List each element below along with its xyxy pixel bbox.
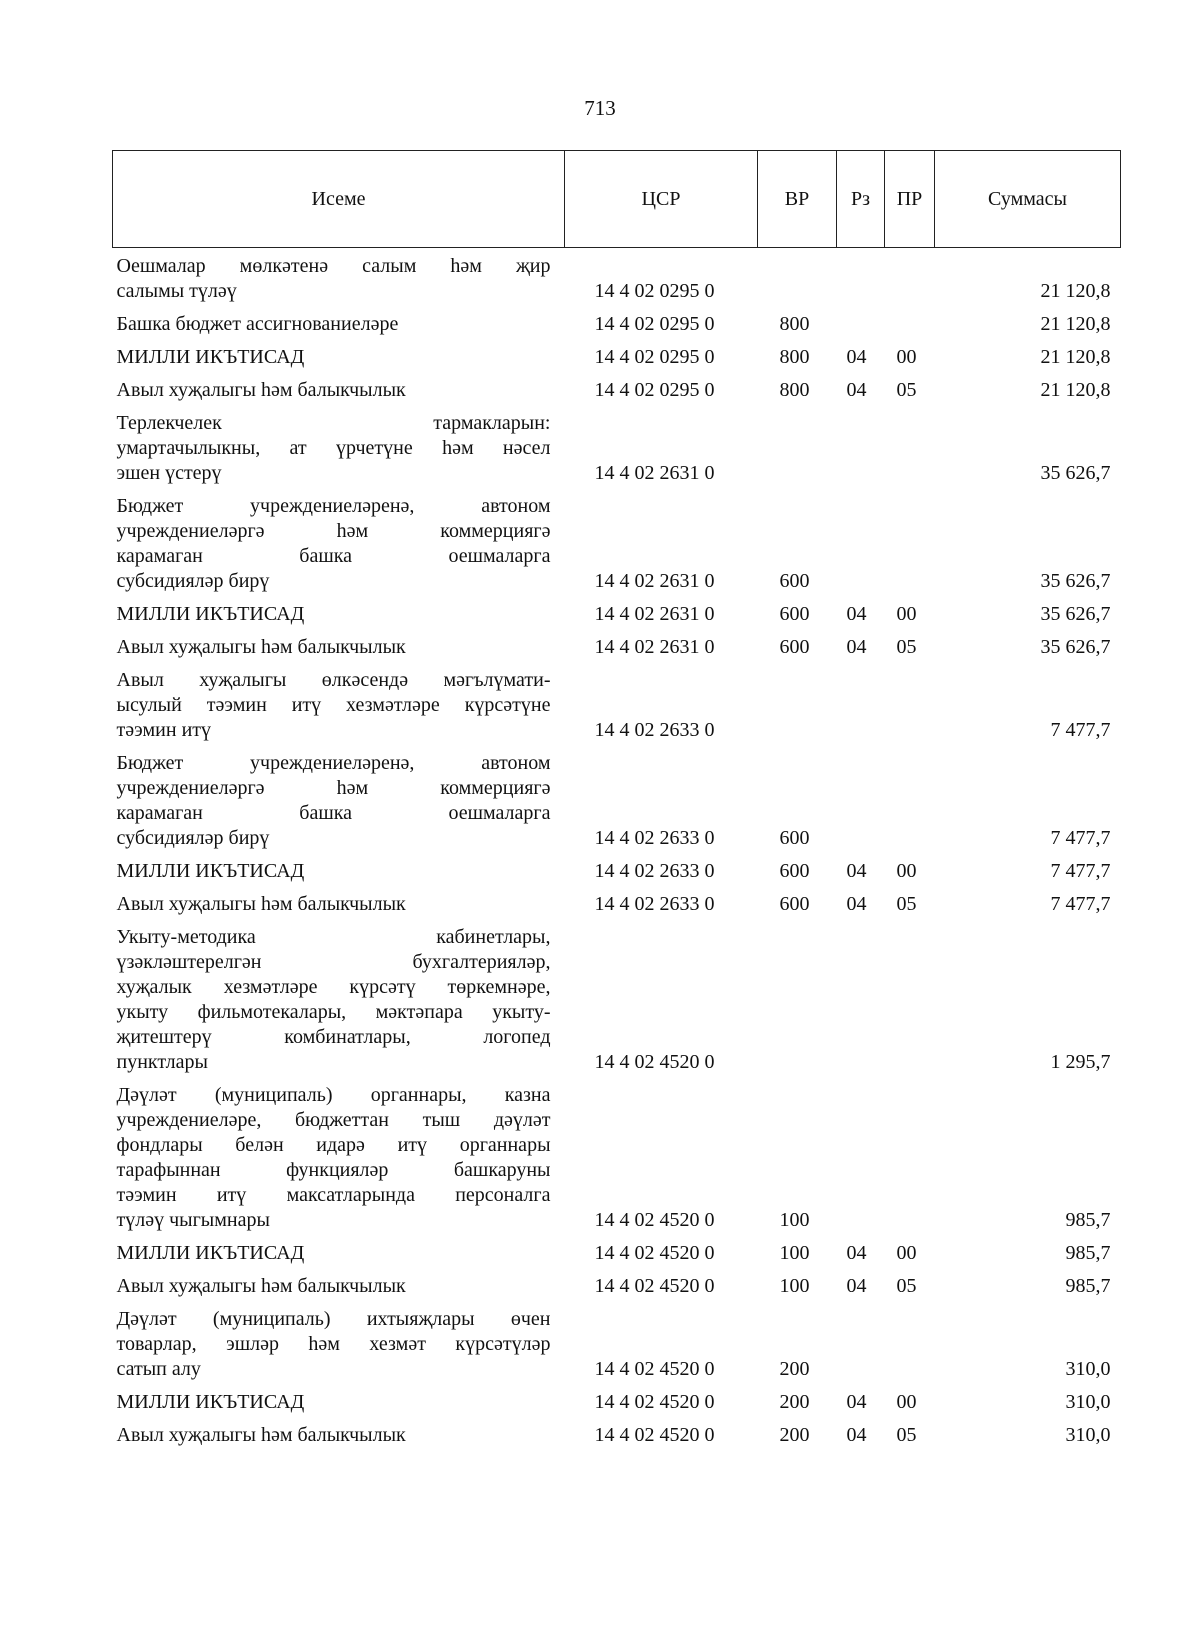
page-number: 713 bbox=[584, 96, 616, 120]
row-vr: 600 bbox=[779, 570, 810, 592]
row-rz bbox=[837, 488, 885, 596]
row-pr: 05 bbox=[896, 636, 917, 658]
row-rz: 04 bbox=[846, 1242, 867, 1264]
table-row bbox=[113, 339, 1121, 372]
row-name-line: Терлекчелек тармакларын: bbox=[116, 412, 551, 434]
row-name-line: карамаган башка оешмаларга bbox=[116, 802, 551, 824]
row-csr: 14 4 02 4520 0 bbox=[594, 1275, 715, 1297]
row-vr: 100 bbox=[779, 1242, 810, 1264]
table-row bbox=[113, 306, 1121, 339]
row-name bbox=[113, 745, 565, 853]
row-name bbox=[113, 1235, 565, 1268]
row-rz: 04 bbox=[846, 1391, 867, 1413]
row-vr: 600 bbox=[779, 860, 810, 882]
row-name-line: фондлары белән идарә итү органнары bbox=[116, 1134, 551, 1156]
row-pr bbox=[885, 662, 935, 745]
row-csr: 14 4 02 2633 0 bbox=[594, 860, 715, 882]
row-rz: 04 bbox=[846, 603, 867, 625]
row-csr: 14 4 02 2633 0 bbox=[594, 719, 715, 741]
table-row bbox=[113, 372, 1121, 405]
header-vr: ВР bbox=[758, 151, 837, 248]
row-name-line: МИЛЛИ ИКЪТИСАД bbox=[116, 346, 305, 368]
row-csr: 14 4 02 4520 0 bbox=[594, 1424, 715, 1446]
row-csr: 14 4 02 2631 0 bbox=[594, 603, 715, 625]
row-sum: 21 120,8 bbox=[1040, 346, 1111, 368]
row-name bbox=[113, 629, 565, 662]
row-sum: 35 626,7 bbox=[1040, 570, 1111, 592]
row-pr: 00 bbox=[896, 346, 917, 368]
table-row bbox=[113, 596, 1121, 629]
row-name-line: ысулый тәэмин итү хезмәтләре күрсәтүне bbox=[116, 694, 551, 716]
row-csr: 14 4 02 4520 0 bbox=[594, 1242, 715, 1264]
header-rz: Рз bbox=[837, 151, 885, 248]
row-vr: 600 bbox=[779, 603, 810, 625]
row-pr bbox=[885, 488, 935, 596]
row-pr bbox=[885, 248, 935, 307]
row-name bbox=[113, 596, 565, 629]
row-name bbox=[113, 1077, 565, 1235]
row-name-line: Авыл хуҗалыгы һәм балыкчылык bbox=[116, 1424, 406, 1446]
header-pr: ПР bbox=[885, 151, 935, 248]
row-rz: 04 bbox=[846, 346, 867, 368]
row-pr bbox=[885, 919, 935, 1077]
row-name-line: үзәкләштерелгән бухгалтерияләр, bbox=[116, 951, 551, 973]
row-rz: 04 bbox=[846, 860, 867, 882]
row-name-line: Бюджет учреждениеләренә, автоном bbox=[116, 752, 551, 774]
row-sum: 985,7 bbox=[1065, 1209, 1111, 1231]
row-sum: 1 295,7 bbox=[1050, 1051, 1111, 1073]
row-vr: 600 bbox=[779, 636, 810, 658]
row-name-line: умартачылыкны, ат үрчетүне һәм нәсел bbox=[116, 437, 551, 459]
header-name: Исеме bbox=[113, 151, 565, 248]
row-vr: 800 bbox=[779, 379, 810, 401]
table-row bbox=[113, 886, 1121, 919]
row-name-line: җитештерү комбинатлары, логопед bbox=[116, 1026, 551, 1048]
row-pr bbox=[885, 1077, 935, 1235]
row-pr: 05 bbox=[896, 379, 917, 401]
row-name-line: Башка бюджет ассигнованиеләре bbox=[116, 313, 399, 335]
row-vr bbox=[758, 919, 837, 1077]
table-row bbox=[113, 629, 1121, 662]
row-vr bbox=[758, 662, 837, 745]
row-sum: 35 626,7 bbox=[1040, 603, 1111, 625]
row-name-line: МИЛЛИ ИКЪТИСАД bbox=[116, 1242, 305, 1264]
budget-table bbox=[112, 150, 1121, 1450]
row-sum: 7 477,7 bbox=[1050, 719, 1111, 741]
row-name bbox=[113, 1417, 565, 1450]
row-name bbox=[113, 306, 565, 339]
row-name bbox=[113, 339, 565, 372]
row-csr: 14 4 02 4520 0 bbox=[594, 1358, 715, 1380]
row-name-line: учреждениеләргә һәм коммерциягә bbox=[116, 520, 551, 542]
row-pr bbox=[885, 405, 935, 488]
row-name-line: түләү чыгымнары bbox=[116, 1209, 270, 1231]
row-pr: 00 bbox=[896, 603, 917, 625]
row-name-line: Авыл хуҗалыгы һәм балыкчылык bbox=[116, 379, 406, 401]
row-pr: 00 bbox=[896, 1242, 917, 1264]
table-body bbox=[113, 248, 1121, 1451]
table-row bbox=[113, 248, 1121, 307]
row-vr: 800 bbox=[779, 346, 810, 368]
row-sum: 21 120,8 bbox=[1040, 280, 1111, 302]
row-name bbox=[113, 919, 565, 1077]
row-sum: 21 120,8 bbox=[1040, 379, 1111, 401]
row-rz bbox=[837, 306, 885, 339]
row-sum: 21 120,8 bbox=[1040, 313, 1111, 335]
row-sum: 310,0 bbox=[1065, 1391, 1111, 1413]
header-sum: Суммасы bbox=[935, 151, 1121, 248]
header-csr: ЦСР bbox=[565, 151, 758, 248]
row-name-line: Бюджет учреждениеләренә, автоном bbox=[116, 495, 551, 517]
row-name-line: эшен үстерү bbox=[116, 462, 222, 484]
row-name-line: тарафыннан функцияләр башкаруны bbox=[116, 1159, 551, 1181]
row-rz: 04 bbox=[846, 1424, 867, 1446]
table-header bbox=[113, 151, 1121, 248]
row-name-line: Авыл хуҗалыгы өлкәсендә мәгълүмати- bbox=[116, 669, 551, 691]
row-csr: 14 4 02 0295 0 bbox=[594, 313, 715, 335]
row-csr: 14 4 02 4520 0 bbox=[594, 1391, 715, 1413]
row-sum: 310,0 bbox=[1065, 1424, 1111, 1446]
row-pr: 05 bbox=[896, 893, 917, 915]
row-name-line: Авыл хуҗалыгы һәм балыкчылык bbox=[116, 636, 406, 658]
row-sum: 35 626,7 bbox=[1040, 636, 1111, 658]
row-vr: 100 bbox=[779, 1275, 810, 1297]
row-csr: 14 4 02 2633 0 bbox=[594, 827, 715, 849]
row-name-line: Укыту-методика кабинетлары, bbox=[116, 926, 551, 948]
row-csr: 14 4 02 4520 0 bbox=[594, 1051, 715, 1073]
row-name-line: тәэмин итү максатларында персоналга bbox=[116, 1184, 551, 1206]
row-name-line: карамаган башка оешмаларга bbox=[116, 545, 551, 567]
row-pr: 00 bbox=[896, 1391, 917, 1413]
row-name-line: сатып алу bbox=[116, 1358, 201, 1380]
row-rz bbox=[837, 919, 885, 1077]
row-rz bbox=[837, 1301, 885, 1384]
row-name-line: пунктлары bbox=[116, 1051, 208, 1073]
row-csr: 14 4 02 2631 0 bbox=[594, 636, 715, 658]
row-rz: 04 bbox=[846, 379, 867, 401]
row-pr bbox=[885, 745, 935, 853]
row-vr: 200 bbox=[779, 1424, 810, 1446]
row-vr: 100 bbox=[779, 1209, 810, 1231]
row-rz bbox=[837, 745, 885, 853]
row-name-line: МИЛЛИ ИКЪТИСАД bbox=[116, 603, 305, 625]
row-sum: 35 626,7 bbox=[1040, 462, 1111, 484]
row-name-line: Дәүләт (муниципаль) органнары, казна bbox=[116, 1084, 551, 1106]
row-name-line: Оешмалар мөлкәтенә салым һәм җир bbox=[116, 255, 551, 277]
row-name bbox=[113, 488, 565, 596]
row-csr: 14 4 02 4520 0 bbox=[594, 1209, 715, 1231]
row-csr: 14 4 02 0295 0 bbox=[594, 379, 715, 401]
row-pr: 05 bbox=[896, 1424, 917, 1446]
row-name-line: хуҗалык хезмәтләре күрсәтү төркемнәре, bbox=[116, 976, 551, 998]
table-row bbox=[113, 1417, 1121, 1450]
row-name-line: МИЛЛИ ИКЪТИСАД bbox=[116, 1391, 305, 1413]
table-row bbox=[113, 1235, 1121, 1268]
table-row bbox=[113, 853, 1121, 886]
row-vr bbox=[758, 248, 837, 307]
row-vr: 600 bbox=[779, 893, 810, 915]
row-sum: 985,7 bbox=[1065, 1242, 1111, 1264]
row-pr: 05 bbox=[896, 1275, 917, 1297]
row-name bbox=[113, 405, 565, 488]
table-row bbox=[113, 1301, 1121, 1384]
table-row bbox=[113, 405, 1121, 488]
row-name bbox=[113, 372, 565, 405]
table-row bbox=[113, 1077, 1121, 1235]
row-sum: 985,7 bbox=[1065, 1275, 1111, 1297]
row-csr: 14 4 02 0295 0 bbox=[594, 280, 715, 302]
row-name-line: Дәүләт (муниципаль) ихтыяҗлары өчен bbox=[116, 1308, 551, 1330]
row-sum: 310,0 bbox=[1065, 1358, 1111, 1380]
row-name-line: товарлар, эшләр һәм хезмәт күрсәтүләр bbox=[116, 1333, 551, 1355]
row-vr: 200 bbox=[779, 1391, 810, 1413]
row-csr: 14 4 02 0295 0 bbox=[594, 346, 715, 368]
row-vr: 200 bbox=[779, 1358, 810, 1380]
row-name bbox=[113, 1301, 565, 1384]
row-name-line: учреждениеләре, бюджеттан тыш дәүләт bbox=[116, 1109, 551, 1131]
row-name-line: тәэмин итү bbox=[116, 719, 212, 741]
row-name bbox=[113, 1384, 565, 1417]
row-pr bbox=[885, 1301, 935, 1384]
table-row bbox=[113, 662, 1121, 745]
row-vr bbox=[758, 405, 837, 488]
row-name bbox=[113, 1268, 565, 1301]
row-pr: 00 bbox=[896, 860, 917, 882]
table-row bbox=[113, 745, 1121, 853]
table-row bbox=[113, 1384, 1121, 1417]
row-sum: 7 477,7 bbox=[1050, 893, 1111, 915]
row-pr bbox=[885, 306, 935, 339]
row-name-line: субсидияләр бирү bbox=[116, 827, 270, 849]
row-name bbox=[113, 886, 565, 919]
row-name-line: Авыл хуҗалыгы һәм балыкчылык bbox=[116, 1275, 406, 1297]
row-rz: 04 bbox=[846, 636, 867, 658]
row-name-line: учреждениеләргә һәм коммерциягә bbox=[116, 777, 551, 799]
row-name bbox=[113, 662, 565, 745]
row-rz bbox=[837, 1077, 885, 1235]
row-rz: 04 bbox=[846, 1275, 867, 1297]
row-csr: 14 4 02 2631 0 bbox=[594, 570, 715, 592]
row-csr: 14 4 02 2633 0 bbox=[594, 893, 715, 915]
row-name bbox=[113, 853, 565, 886]
row-rz bbox=[837, 662, 885, 745]
row-rz: 04 bbox=[846, 893, 867, 915]
table-row bbox=[113, 1268, 1121, 1301]
table-row bbox=[113, 488, 1121, 596]
row-vr: 800 bbox=[779, 313, 810, 335]
row-name-line: салымы түләү bbox=[116, 280, 237, 302]
row-name-line: МИЛЛИ ИКЪТИСАД bbox=[116, 860, 305, 882]
row-name bbox=[113, 248, 565, 307]
row-name-line: Авыл хуҗалыгы һәм балыкчылык bbox=[116, 893, 406, 915]
row-sum: 7 477,7 bbox=[1050, 860, 1111, 882]
row-name-line: укыту фильмотекалары, мәктәпара укыту- bbox=[116, 1001, 551, 1023]
row-rz bbox=[837, 248, 885, 307]
row-rz bbox=[837, 405, 885, 488]
row-csr: 14 4 02 2631 0 bbox=[594, 462, 715, 484]
row-vr: 600 bbox=[779, 827, 810, 849]
row-name-line: субсидияләр бирү bbox=[116, 570, 270, 592]
row-sum: 7 477,7 bbox=[1050, 827, 1111, 849]
table-row bbox=[113, 919, 1121, 1077]
